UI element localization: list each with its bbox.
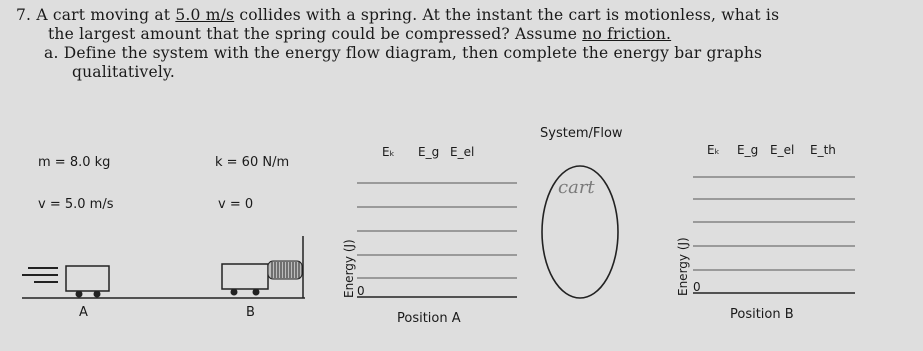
- cart-a: [66, 266, 109, 298]
- no-friction-text: no friction.: [582, 25, 672, 43]
- position-a-marker: A: [79, 305, 88, 320]
- question-number: 7.: [16, 6, 32, 24]
- initial-velocity-label: v = 5.0 m/s: [38, 197, 114, 212]
- graph-a-lines: [357, 183, 517, 297]
- final-velocity-label: v = 0: [218, 197, 254, 212]
- graph-b-header-thermal: E_th: [810, 143, 836, 157]
- graph-a-header-elastic: E_el: [450, 145, 475, 159]
- graph-b-header-kinetic: Eₖ: [707, 143, 720, 157]
- spring: [268, 261, 302, 279]
- cart-b: [222, 264, 268, 296]
- graph-a-xlabel: Position A: [397, 311, 461, 326]
- graph-a-ylabel: Energy (J): [342, 239, 356, 298]
- system-flow-title: System/Flow: [540, 126, 623, 141]
- graph-b-ylabel: Energy (J): [676, 237, 690, 296]
- spring-constant-label: k = 60 N/m: [215, 155, 290, 170]
- graph-a-header-gravitational: E_g: [418, 145, 440, 159]
- part-a-text: Define the system with the energy flow diagram, then complete the energy bar graphs: [63, 44, 763, 62]
- graph-a-zero: 0: [357, 284, 365, 298]
- part-a-text-2: qualitatively.: [72, 63, 176, 81]
- graph-b-lines: [693, 177, 855, 293]
- graph-b-header-gravitational: E_g: [737, 143, 759, 157]
- question-line2: the largest amount that the spring could be compressed? Assume: [48, 25, 583, 43]
- position-b-marker: B: [246, 305, 255, 320]
- system-handwritten-label: cart: [558, 177, 595, 198]
- graph-b-zero: 0: [693, 280, 701, 294]
- graph-b-xlabel: Position B: [730, 307, 794, 322]
- part-a-label: a.: [44, 44, 59, 62]
- mass-label: m = 8.0 kg: [38, 155, 111, 170]
- graph-b-header-elastic: E_el: [770, 143, 795, 157]
- question-line1-start: A cart moving at: [36, 6, 176, 24]
- graph-a-header-kinetic: Eₖ: [382, 145, 395, 159]
- question-line1-end: collides with a spring. At the instant the cart is motionless, what is: [234, 6, 780, 24]
- speed-value: 5.0 m/s: [175, 6, 235, 24]
